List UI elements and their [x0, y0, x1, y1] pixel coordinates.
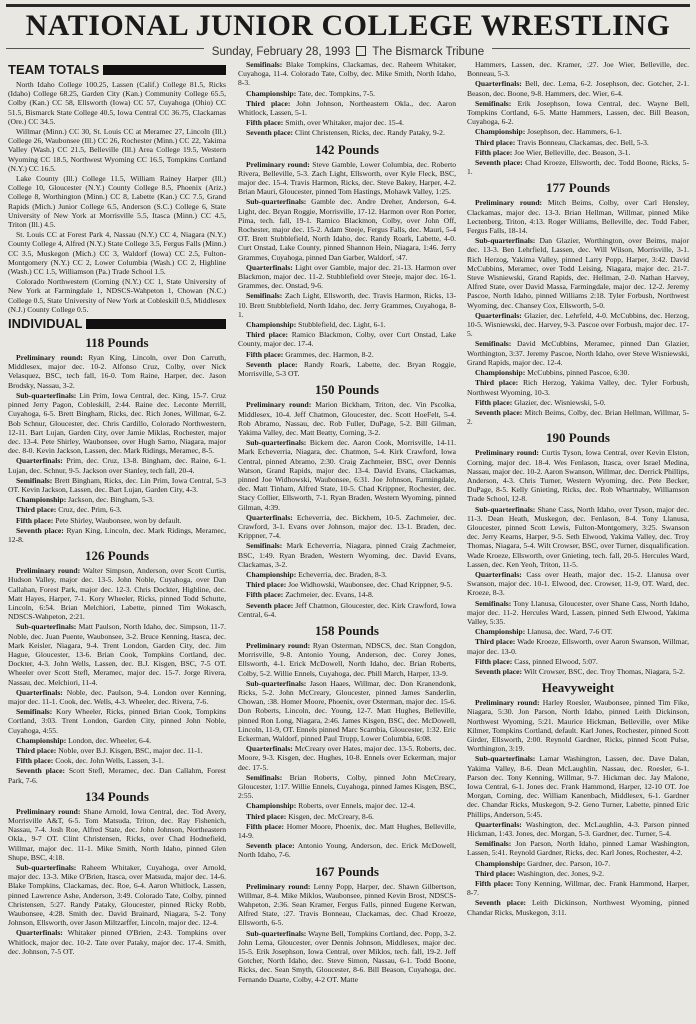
round-label: Quarterfinals: [475, 79, 522, 89]
result-paragraph [238, 744, 456, 772]
result-paragraph [467, 398, 689, 407]
round-label: Championship: [475, 127, 526, 137]
round-label: Sub-quarterfinals: [475, 236, 536, 246]
round-results: Washington, dec. Jones, 9-2. [517, 868, 604, 878]
round-label: Fifth place: [475, 397, 513, 407]
round-label: Seventh place: [475, 407, 523, 417]
result-paragraph [238, 541, 456, 569]
round-results: Jackson, dec. Bingham, 5-3. [68, 495, 154, 505]
round-results: Blake Tompkins, Clackamas, dec. Raheem Whitaker, Cuyahoga, 11-4. Colorado Tate, Colby, dec. Mike Smith, North Idaho, 8-3. [238, 60, 456, 88]
round-label: Seventh place: [475, 898, 527, 908]
round-results: Curtis Tyson, Iowa Central, over Kevin Elston, Corning, major dec. 18-4. Wes Fenlason, Itasca, over Israel Medina, Nassau, major dec. 10-2. Aaron Swanson, Willmar, dec. Derrick Phillips, Anderson, 4-3. Chris Turner, Western Wyoming, dec. Pete Becker, DuPage, 8-5. Kelly Gnieting, Ricks, dec. Rob Whartnaby, Williamson Trade School, 12-8. [467, 448, 689, 504]
round-results: Zach Light, Ellsworth, dec. Travis Harmon, Ricks, 13-10. Brett Stubblefield, North Idaho, dec. Jerry Grammes, Cuyahoga, 8-1. [238, 291, 456, 319]
round-label: Championship: [16, 735, 67, 745]
round-results: Brian Roberts, Colby, pinned John McCreary, Gloucester, 1:17. Willie Ennels, Cuyahoga, pinned James Kisgen, BSC, 2:55. [238, 772, 456, 801]
round-label: Third place: [246, 330, 289, 340]
result-paragraph [467, 657, 689, 666]
result-paragraph [8, 688, 226, 706]
round-label: Semifinals: [475, 98, 512, 108]
round-label: Preliminary round: [475, 198, 543, 208]
column-1 [8, 60, 226, 1020]
round-results: Noble, dec. Paulson, 9-4. London over Kenning, major dec. 11-1. Cook, dec. Wells, 4-3. Wheeler, dec. Rivera, 7-6. [8, 687, 226, 706]
result-paragraph [238, 822, 456, 840]
column-3 [467, 60, 689, 1020]
round-results: Harley Roesler, Waubonsee, pinned Tim Fike, Niagara, 5:30. Jon Parson, North Idaho, pinned Leith Dickinson, Northwest Wyoming, 5:21. Maurice Hickman, Belleville, over Mike Kilmer, Tompkins Cortland, default. Karl Jones, Rochester, pinned Scott Girder, Ellsworth, 2:00. Reynold Gardner, Ricks, pinned Scott Pulse, Worthington, 3:19. [467, 698, 689, 754]
result-paragraph [238, 320, 456, 329]
weight-class-heading: 158 Pounds [315, 622, 379, 638]
round-results: Prim, dec. Cruz, 13-8. Bingham, dec. Raine, 6-1. Lujan, dec. Schnur, 9-5. Jackson over Stanley, tech fall, 20-4. [8, 456, 226, 475]
result-paragraph [467, 158, 689, 176]
team-totals-paragraph: St. Louis CC at Forest Park 4, Nassau (N.Y.) CC 4, Niagara (N.Y.) County College 4, Alfred (N.Y.) State College 3.5, Fergus Falls (Minn.) CC 3.5, Muskegon (Mich.) CC 3, Waldorf (Iowa) CC 2.5, Fulton-Montgomery (N.Y.) CC 2, Lower Columbia (Wash.) CC 2, Highline (Wash.) CC 1.5, Williamson (Pa.) Trade School 1.5. [8, 230, 226, 277]
round-results: Mitch Beims, Colby, over Carl Hensley, Clackamas, major dec. 13-3. Brian Hellman, Willmar, pinned Mike Lectenberg, Triton, 4:13. Roger Williams, Belleville, dec. Todd Faber, Fergus Falls, 18-14. [467, 198, 689, 236]
round-label: Preliminary round: [246, 159, 310, 169]
individual-heading: INDIVIDUAL [8, 316, 83, 332]
result-paragraph [467, 368, 689, 377]
round-results: Cruz, dec. Prim, 6-3. [58, 505, 122, 515]
result-paragraph [467, 378, 689, 396]
round-results: Erik Josephson, Iowa Central, dec. Wayne Bell, Tompkins Cortland, 6-5. Matte Hammers, Lassen, dec. Bill Beason, Cuyahoga, 6-2. [467, 98, 689, 127]
weight-class-heading: 142 Pounds [315, 141, 379, 157]
result-paragraph [238, 773, 456, 801]
round-label: Fifth place: [16, 756, 54, 766]
round-label: Fifth place: [246, 821, 285, 831]
round-results: McCreary over Hates, major dec. 13-5. Roberts, dec. Moore, 9-3. Kisgen, dec. Hughes, 10-8. Ennels over Eckerman, major dec. 17-5. [238, 744, 456, 772]
round-results: Chad Kroeze, Ellsworth, dec. Todd Boone, Ricks, 5-1. [467, 158, 689, 177]
round-results: Marion Bickham, Triton, dec. Vin Pscolka, Middlesex, 10-4. Jeff Chatmon, Gloucester, dec. Scott HoeFelt, 5-4. Rob Abramo, Nassau, dec. Rob Fuller, DuPage, 5-2. Bill Gilman, Yakima Valley, dec. Matt Beatty, Corning, 3-2. [238, 400, 456, 437]
result-paragraph [238, 882, 456, 928]
round-results: Steve Gamble, Lower Columbia, dec. Roberto Rivera, Belleville, 5-3. Zach Light, Ellsworth, over Kyle Fleck, BSC, major dec. 15-4. Travis Harmon, Ricks, dec. Steve Bakey, Harper, 4-2. Brian Mauri, Gloucester, pinned Tom Hastings, Mohawk Valley, 1:25. [238, 159, 456, 197]
result-paragraph [238, 60, 456, 88]
result-paragraph [8, 807, 226, 862]
round-label: Semifinals: [246, 541, 283, 551]
team-totals-body [8, 80, 226, 314]
round-results: Tate, dec. Tompkins, 7-5. [298, 88, 376, 98]
result-paragraph [8, 526, 226, 544]
round-label: Seventh place: [16, 766, 65, 776]
result-paragraph [238, 99, 456, 117]
result-paragraph [467, 637, 689, 655]
heading-bar [86, 319, 226, 329]
round-results: Shane Arnold, Iowa Central, dec. Tod Avery, Morrisville A&T, 6-5. Tom Matsuda, Triton, dec. Ray Fishenich, Nassau, 7-4. Josh Roe, Alfred State, dec. John Johnson, Northeastern Okla., 9-7 OT. Clint Christensen, Ricks, over Chad Hodnefield, Willmar, major dec. 11-1. Mike Smith, North Idaho, pinned Glen Shupe, BSC, 4:18. [8, 806, 226, 862]
column-3-results [467, 180, 689, 916]
round-results: Cass over Heath, major dec. 15-2. Llanusa over Swanson, major dec. 10-1. Elwood, dec. Crowser, 11-9, OT. Ward, dec. Kroeze, 8-3. [467, 569, 689, 598]
round-results: Whitaker pinned O'Brien, 2:43. Tompkins over Whitlock, major dec. 10-2. Tate over Pataky, major dec. 17-4. Smith, dec. Johnson, 7-5 OT. [8, 928, 226, 956]
round-results: Dan Glazier, Worthington, over Beims, major dec. 13-3. Ben Lehrfield, Lassen, dec. Will Wilson, Morrisville, 3-1. Rich Herzog, Yakima Valley, pinned Larry Popp, Harper, 3:42. David McCubbins, Meramec, over Todd Leising, Niagara, major dec. 21-7. Steve Wisniewski, Grand Rapids, dec. Hellman, 2-0. Nathan Harvey, Alfred State, over David Massa, Farmingdale, major dec. 12-2. Jeremy Pascoe, North Idaho, pinned Williams 2:18. Tyler Forbush, Northwest Wyoming, dec. Chansey Cox, Ellsworth, 5-0. [467, 236, 689, 310]
dateline [204, 46, 492, 58]
round-label: Championship: [246, 801, 297, 811]
round-results: Ryan Osterman, NDSCS, dec. Stan Congdon, Morrisville, 9-8. Antonio Young, Anderson, dec. Corey Jones, Ellsworth, 4-1. Erick McDowell, North Idaho, dec. Brian Roberts, Colby, 5-2. Willie Ennels, Cuyahoga, dec. Phill March, Harper, 13-9. [238, 640, 456, 678]
round-results: Ryan King, Lincoln, over Don Carruth, Middlesex, major dec. 10-2. Alfonso Cruz, Colby, over Nick Velasquez, BSC, tech fall, 16-0. Tom Raine, Harper, dec. Jason Brodsky, Nassau, 3-2. [8, 353, 226, 390]
round-results: Scott Stefl, Meramec, dec. Dan Callahm, Forest Park, 7-6. [8, 766, 226, 785]
round-results: Ryan King, Lincoln, dec. Mark Ridings, Meramec, 12-8. [8, 525, 226, 544]
result-paragraph [238, 801, 456, 810]
result-paragraph [238, 841, 456, 859]
round-results: Zachmeier, dec. Evans, 14-8. [285, 590, 374, 600]
result-paragraph [8, 928, 226, 956]
round-label: Quarterfinals: [475, 819, 522, 829]
round-label: Preliminary round: [16, 566, 81, 576]
result-paragraph [238, 570, 456, 579]
result-paragraph [8, 566, 226, 621]
round-results: Tony Llanusa, Gloucester, over Shane Cass, North Idaho, major dec. 11-2. Hercules Ward, Lassen, pinned Seth Elwood, Yakima Valley, 5:35. [467, 598, 689, 626]
round-results: Joe Wier, Belleville, dec. Beason, 3-1. [514, 147, 631, 157]
result-paragraph [467, 754, 689, 818]
result-paragraph [8, 505, 226, 514]
result-paragraph [8, 476, 226, 494]
round-label: Semifinals: [475, 839, 512, 849]
round-label: Semifinals: [246, 60, 283, 69]
round-results: Echeverria, dec. Bickhem, 10-5. Zachmeier, dec. Crawford, 3-1. Evans over Johnson, major dec. 13-1. Braden, dec. Krippner, 7-4. [238, 512, 456, 541]
result-paragraph [467, 198, 689, 235]
weight-class-heading: 118 Pounds [85, 335, 149, 351]
round-label: Third place: [16, 505, 57, 515]
round-results: Randy Roark, Labette, dec. Bryan Roggie, Morrisville, 5-3 OT. [238, 359, 456, 379]
result-paragraph [8, 516, 226, 525]
round-results: Clint Christensen, Ricks, dec. Randy Pataky, 9-2. [294, 128, 445, 138]
round-label: Seventh place: [246, 841, 295, 851]
team-totals-paragraph: North Idaho College 100.25, Lassen (Calif.) College 81.5, Ricks (Idaho) College 68.25, Garden City (Kan.) Community College 65.5, Colby (Kan.) CC 58, Ellsworth (Iowa) CC 57, Cuyahoga (Ohio) CC 51.5, Bismarck State College 40.5, Iowa Central CC 36.75, Clackamas (Ore.) CC 34.5. [8, 80, 226, 126]
result-paragraph [467, 60, 689, 78]
team-totals-paragraph: Willmar (Minn.) CC 30, St. Louis CC at Meramec 27, Lincoln (Ill.) College 26, Waubonsee (Ill.) CC 26, Rochester (Minn.) CC 22, Yakima Valley (Wash.) CC 21.5, Belleville (Ill.) Area College 19.5, Western Wyoming CC 18.5, Northwest Wyoming CC 16.5, Tompkins Cortland (N.Y.) CC 16.5. [8, 127, 226, 173]
dateline-source: The Bismarck Tribune [372, 46, 485, 58]
round-results: Washington, dec. McLaughlin, 4-3. Parson pinned Hickman, 1:43. Jones, dec. Morgan, 5-3. Gardner, dec. Turner, 5-4. [467, 819, 689, 839]
round-results: Rich Herzog, Yakima Valley, dec. Tyler Forbush, Northwest Wyoming, 10-3. [467, 378, 689, 397]
round-label: Semifinals: [475, 339, 512, 349]
result-paragraph [467, 148, 689, 157]
round-results: Glazier, dec. Lehrfeld, 4-0. McCubbins, dec. Herzog, 10-5. Wisniewski, dec. Harvey, 9-3. Pascoe over Forbush, major dec. 17-5. [467, 310, 689, 339]
team-totals-heading: TEAM TOTALS [8, 62, 100, 77]
weight-class-heading: 177 Pounds [546, 180, 610, 196]
square-bullet-icon [356, 46, 366, 56]
result-paragraph [467, 869, 689, 878]
round-results: Wade Kroeze, Ellsworth, over Aaron Swanson, Willmar, major dec. 13-0. [467, 637, 689, 656]
round-results: Jeff Chatmon, Gloucester, dec. Kirk Crawford, Iowa Central, 6-4. [238, 600, 456, 619]
round-label: Preliminary round: [246, 400, 312, 410]
round-label: Quarterfinals: [246, 744, 293, 754]
result-paragraph [8, 622, 226, 686]
round-results: Kory Wheeler, Ricks, pinned Brian Cook, Tompkins Cortland, 3:03. Trent London, Garden City, pinned John Noble, Cuyahoga, 4:55. [8, 707, 226, 735]
round-label: Sub-quarterfinals: [16, 622, 77, 632]
round-results: Jon Parson, North Idaho, pinned Lamar Washington, Lassen, 5:41. Reynold Gardner, Ricks, dec. Karl Jones, Rochester, 4-2. [467, 839, 689, 858]
result-paragraph [238, 929, 456, 984]
weight-class-heading: 167 Pounds [315, 863, 379, 879]
round-results: Gardner, dec. Parson, 10-7. [527, 858, 611, 868]
result-paragraph [8, 766, 226, 784]
round-results: David McCubbins, Meramec, pinned Dan Glazier, Worthington, 3:37. Jeremy Pascoe, North Idaho, over Steve Wisniewski, Grand Rapids, major dec. 12-4. [467, 339, 689, 367]
result-paragraph [467, 627, 689, 636]
round-results: Echeverria, dec. Braden, 8-3. [298, 569, 387, 579]
round-results: Shane Cass, North Idaho, over Tyson, major dec. 11-3. Dean Heath, Muskegon, dec. Fenlason, 8-4. Tony Llanusa, Gloucester, pinned Scott Lewis, Fulton-Montgomery, 3:25. Swanson dec. Jerry Kearns, Harper, 9-5. Seth Elwood, Yakima Valley, dec. Troy Thomas, Niagara, 5-4. Wilt Crowser, BSC, over Turner, disqualification. Wade Kroeze, Ellsworth, over Gnieting, tech. fall, 20-5. Hercules Ward, Lassen, dec. Ken Yeoh, Triton, 11-5. [467, 504, 689, 569]
round-results: Pete Shirley, Waubonsee, won by default. [55, 515, 182, 525]
round-results: Tony Kenning, Willmar, dec. Frank Hammond, Harper, 8-7. [467, 879, 689, 898]
result-paragraph [467, 839, 689, 857]
round-label: Seventh place: [16, 525, 64, 535]
round-label: Preliminary round: [475, 448, 539, 458]
result-paragraph [238, 679, 456, 743]
result-paragraph [238, 330, 456, 348]
round-results: Light over Gamble, major dec. 21-13. Harmon over Blackmon, major dec. 11-2. Stubblefield over Steeje, major dec. 16-1. Grammes, dec. Onstad, 9-6. [238, 262, 456, 291]
round-label: Seventh place: [246, 359, 298, 369]
result-paragraph [467, 236, 689, 310]
dateline-bar [6, 42, 690, 56]
result-paragraph [8, 391, 226, 455]
result-paragraph [238, 601, 456, 619]
round-label: Sub-quarterfinals: [246, 678, 307, 688]
round-results: Brett Bingham, Ricks, dec. Lin Prim, Iowa Central, 5-3 OT. Kevin Jackson, Lassen, dec. Bart Lujan, Garden City, 4-3. [8, 475, 226, 494]
result-paragraph [467, 339, 689, 367]
round-label: Third place: [475, 137, 516, 147]
round-results: Smith, over Whitaker, major dec. 15-4. [285, 118, 404, 128]
result-paragraph [467, 820, 689, 838]
round-label: Third place: [246, 811, 287, 821]
heading-bar [103, 65, 226, 75]
round-label: Seventh place: [246, 128, 294, 138]
result-paragraph [238, 128, 456, 137]
round-label: Quarterfinals: [16, 928, 63, 938]
result-paragraph [467, 138, 689, 147]
round-results: Wilt Crowser, BSC, dec. Troy Thomas, Niagara, 5-2. [523, 666, 685, 676]
result-paragraph [467, 667, 689, 676]
round-results: Grammes, dec. Harmon, 8-2. [285, 349, 374, 359]
round-label: Quarterfinals: [16, 456, 63, 466]
round-results: John Johnson, Northeastern Okla., dec. Aaron Whitlock, Lassen, 5-1. [238, 98, 456, 118]
round-results: Noble, over B.J. Kisgen, BSC, major dec. 11-1. [58, 746, 203, 755]
round-label: Fifth place: [246, 590, 284, 600]
round-label: Third place: [475, 868, 516, 878]
round-label: Quarterfinals: [246, 512, 293, 522]
weight-class-heading: 126 Pounds [85, 548, 149, 564]
result-paragraph [238, 160, 456, 197]
result-paragraph [8, 756, 226, 765]
result-paragraph [238, 360, 456, 378]
weight-class-heading: 150 Pounds [315, 382, 379, 398]
column-1-results [8, 335, 226, 956]
result-paragraph [238, 400, 456, 437]
round-results: Matt Paulson, North Idaho, dec. Simpson, 11-7. Noble, dec. Juan Puente, Waubonsee, 3-2. Bruce Kenning, Itasca, dec. Mark Keisler, Niagara, 9-4. Trent London, Garden City, dec. Jim Hague, Gloucester, 13-6. Brian Cook, Tompkins Cortland, dec. Dockter, 4-3. John Wells, Lassen, dec. B.J. Kisgen, BSC, 7-5 OT. Wheeler over Scott Stefl, Meramec, major dec. 15-7. Jorge Rivera, Nassau, dec. Melchiori, 11-4. [8, 622, 226, 687]
result-paragraph [238, 438, 456, 512]
weight-class-heading: 190 Pounds [546, 430, 610, 446]
round-results: Wayne Bell, Tompkins Cortland, dec. Popp, 3-2. John Lema, Gloucester, over Dennis Johnson, Middlesex, major dec. 15-5. Erik Josephson, Iowa Central, over Miklos, tech. fall, 19-2. Jeff Gotcher, North Idaho, dec. Steve Simon, Nassau, 6-1. Todd Boone, Ricks, dec. Sean Smyth, Gloucester, 8-6. Bill Beason, Cuyahoga, dec. Fernando Duarte, Colby, 4-2 OT. Matte [238, 928, 456, 984]
round-label: Seventh place: [246, 600, 294, 610]
round-results: Lenny Popp, Harper, dec. Shawn Gilbertson, Willmar, 8-4. Mike Miklos, Waubonsee, pinned Kevin Brost, NDSCS-Wahpeton, 2:36. Sean Kramer, Fergus Falls, pinned Eugene Kerwan, Alfred State, :27. Travis Bonneau, Clackamas, dec. Chad Kroeze, Ellsworth, 6-5. [238, 881, 456, 928]
result-paragraph [467, 127, 689, 136]
round-label: Fifth place: [475, 879, 514, 889]
round-label: Quarterfinals: [246, 262, 293, 272]
round-label: Third place: [475, 378, 519, 388]
round-results: Homer Moore, Phoenix, dec. Matt Hughes, Belleville, 14-9. [238, 821, 456, 841]
weight-class-heading: 134 Pounds [85, 788, 149, 804]
round-label: Fifth place: [246, 118, 284, 128]
result-paragraph [467, 698, 689, 753]
round-label: Semifinals: [246, 291, 283, 301]
round-label: Semifinals: [16, 707, 53, 717]
round-results: McCubbins, pinned Pascoe, 6:30. [527, 368, 630, 378]
result-paragraph [467, 505, 689, 569]
round-label: Championship: [16, 495, 67, 505]
result-paragraph [8, 495, 226, 504]
round-results: Kisgen, dec. McCreary, 8-6. [288, 811, 374, 821]
result-paragraph [238, 263, 456, 291]
round-label: Sub-quarterfinals: [246, 438, 307, 448]
round-results: Cass, pinned Elwood, 5:07. [514, 656, 598, 666]
round-label: Sub-quarterfinals: [16, 390, 77, 400]
team-totals-paragraph: Lake County (Ill.) College 11.5, William Rainey Harper (Ill.) College 10, Gloucester (N.Y.) County College 8.5, Phoenix (Ariz.) College 8, Worthington (Minn.) CC 8, Labette (Kan.) CC 7.5, Grand Rapids (Mich.) Junior College 6.5, Anderson (S.C.) College 6, State University of New York at Morrisville 5.5, Itasca (Minn.) CC 4.5, Triton (Ill.) 4.5. [8, 174, 226, 230]
round-label: Fifth place: [16, 515, 54, 525]
result-paragraph [8, 863, 226, 927]
column-2-continued [238, 60, 456, 138]
round-label: Semifinals: [16, 475, 53, 485]
round-label: Championship: [475, 368, 526, 378]
round-results: Mitch Beims, Colby, dec. Brian Hellman, Willmar, 5-2. [467, 407, 689, 427]
result-paragraph [467, 599, 689, 627]
round-results: Walter Simpson, Anderson, over Scott Curtis, Hudson Valley, major dec. 13-5. John Noble, Cuyahoga, over Dan Callahan, Forest Park, major dec. 12-3. Chris Dockter, Highline, dec. Matt Hayes, Harper, 7-1. Kory Wheeler, Ricks, pinned Todd Schutte, Lincoln, 6:54. Brian Melchiori, Labette, pinned Tim Wokasch, NDSCS-Wahpeton, 2:21. [8, 566, 226, 622]
round-label: Championship: [246, 569, 297, 579]
round-results: Ramico Blackmon, Colby, over Curt Onstad, Lake County, major dec. 17-4. [238, 330, 456, 349]
round-results: Antonio Young, Anderson, dec. Erick McDowell, North Idaho, 7-6. [238, 841, 456, 860]
page-title: NATIONAL JUNIOR COLLEGE WRESTLING [25, 9, 671, 42]
round-results: Mark Echeverria, Niagara, pinned Craig Zachmeier, BSC, 1:49. Ryan Braden, Western Wyoming, dec. David Evans, Clackamas, 3-2. [238, 541, 456, 569]
column-2 [238, 60, 456, 1020]
round-label: Sub-quarterfinals: [246, 197, 307, 207]
masthead [0, 0, 696, 58]
result-paragraph [238, 89, 456, 98]
result-paragraph [467, 79, 689, 97]
result-paragraph [238, 118, 456, 127]
round-label: Championship: [246, 320, 297, 330]
round-label: Preliminary round: [16, 353, 83, 363]
round-results: Raheem Whitaker, Cuyahoga, over Arnold, major dec. 13-3. Mike O'Brien, Itasca, over Matsuda, major dec. 14-6. Blake Tompkins, Clackamas, dec. Roe, 6-4. Aaron Whitlock, Lassen, pinned Lawrence Ashe, Anderson, 3:49. Colorado Tate, Colby, pinned Christensen, 5:27. Randy Pataky, Gloucester, pinned Ricky Robb, Waubonsee, 4:28. Smith dec. David Brainard, Niagara, 5-2. Tony Johnson, Ellsworth, over Jason Miltzarffer, Lincoln, major dec. 12-4. [8, 863, 226, 928]
round-label: Sub-quarterfinals: [475, 504, 536, 514]
result-paragraph [8, 736, 226, 745]
round-label: Preliminary round: [246, 881, 311, 891]
result-paragraph [8, 353, 226, 390]
round-label: Seventh place: [475, 158, 523, 168]
round-label: Fifth place: [246, 349, 284, 359]
round-label: Preliminary round: [16, 806, 81, 816]
result-paragraph [467, 570, 689, 598]
round-results: Stubblefield, dec. Light, 6-1. [298, 320, 386, 330]
round-label: Fifth place: [475, 147, 513, 157]
round-label: Quarterfinals: [475, 569, 522, 579]
dateline-date: Sunday, February 28, 1993 [211, 46, 351, 58]
round-label: Quarterfinals: [16, 687, 63, 697]
result-paragraph [238, 291, 456, 319]
round-label: Preliminary round: [246, 640, 311, 650]
round-results: Travis Bonneau, Clackamas, dec. Bell, 5-3. [517, 137, 649, 147]
team-totals-header [8, 62, 226, 77]
round-label: Championship: [246, 88, 297, 98]
result-paragraph [467, 311, 689, 339]
round-results: Lin Prim, Iowa Central, dec. King, 15-7. Cruz pinned Jerry Pagon, Cobleskill, 2:44. Raine dec. Leconte Merrill, Cuyahoga, 6-5. Brett Bingham, Ricks, dec. Rich Jones, Willmar, 6-2. Bob Schnur, Gloucester, dec. Chris Cardillo, Colorado Northwestern, 12-11. Bart Lujan, Garden City, over Jamie Miklas, Rochester, major dec. 13-4. Pete Shirley, Waubonsee, over Hugh Sarno, Niagara, major dec. 8-0. Kevin Jackson, Lassen, dec. Mark Ridings, Meramec, 8-5. [8, 390, 226, 456]
round-results: Leith Dickinson, Northwest Wyoming, pinned Chandar Ricks, Muskegon, 3:11. [467, 898, 689, 917]
round-results: Lamar Washington, Lassen, dec. Dave Dalan, Yakima Valley, 8-6. Dean McLaughlin, Nassau, dec. Roesler, 6-1. Parson dec. Tony Kenning, Willmar, 9-7. Hickman dec. Jay Malone, Iowa Central, 6-1. Jones dec. Frank Hammond, Harper, 12-10 OT. Joe Morgan, Corning, dec. William Kanenbach, Middlesex, 6-1. Gardner dec. Chandar Ricks, Muskegon, 9-2. Geno Turner, Labette, pinned Eric Phillips, Anderson, 5:45. [467, 754, 689, 819]
result-paragraph [467, 859, 689, 868]
result-paragraph [238, 812, 456, 821]
round-results: Llanusa, dec. Ward, 7-6 OT. [527, 627, 613, 637]
round-results: Jason Haaes, Willmar, dec. Don Kranendonk, Ricks, 5-2. John McCreary, Gloucester, pinned James Sanderlin, Chowan, :38. Homer Moore, Phoenix, over Osterman, major dec. 15-6. Don Roberts, Lincoln, dec. Young, 12-7. Matt Hughes, Belleville, pinned Ron Long, Niagara, 2:46. James Kisgen, BSC, dec. McDowell, Lincoln, 11-9, OT. Ennels pinned Marc Scambia, Gloucester, 1:32. Eric Eckerman, Waldorf, pinned Paul Trupp, Lower Columbia, 6:08. [238, 678, 456, 743]
result-paragraph [238, 350, 456, 359]
round-label: Third place: [246, 98, 291, 108]
round-results: Cook, dec. John Wells, Lassen, 3-1. [55, 756, 164, 766]
result-paragraph [238, 590, 456, 599]
result-paragraph [467, 99, 689, 127]
result-paragraph [238, 641, 456, 678]
individual-header [8, 316, 226, 331]
round-results: London, dec. Wheeler, 6-4. [68, 735, 151, 745]
top-rule [6, 4, 690, 7]
round-label: Seventh place: [475, 666, 523, 676]
round-results: Josephson, dec. Hammers, 6-1. [527, 127, 622, 137]
round-results: Glazier, dec. Wisniewski, 5-0. [514, 397, 606, 407]
column-2-results [238, 142, 456, 984]
result-paragraph [467, 898, 689, 916]
round-label: Third place: [16, 746, 57, 755]
result-paragraph [467, 448, 689, 503]
round-label: Championship: [475, 858, 526, 868]
weight-class-heading: Heavyweight [541, 680, 615, 696]
round-label: Sub-quarterfinals: [16, 863, 77, 873]
round-results: Bell, dec. Lema, 6-2. Josephson, dec. Gotcher, 2-1. Beason, dec. Boone, 9-8. Hammers, dec. Wier, 6-4. [467, 79, 689, 98]
round-results: Hammers, Lassen, dec. Kramer, :27. Joe Wier, Belleville, dec. Bonneau, 5-3. [467, 60, 689, 79]
round-label: Championship: [475, 627, 526, 637]
round-results: Roberts, over Ennels, major dec. 12-4. [298, 801, 416, 811]
result-paragraph [467, 879, 689, 897]
team-totals-paragraph: Colorado Northwestern (Corning (N.Y.) CC 1, State University of New York at Farmingdale 1, NDSCS-Wahpeton 1, Chowan (N.C.) College 0.5, State University of New York at Cobleskill 0.5, Middlesex (N.J.) County College 0.5. [8, 277, 226, 314]
round-label: Fifth place: [475, 656, 513, 666]
round-results: Joe Widhowski, Waubonsee, dec. Chad Krippner, 9-5. [288, 580, 453, 590]
round-label: Semifinals: [246, 772, 283, 782]
result-paragraph [467, 408, 689, 426]
result-paragraph [238, 197, 456, 261]
round-label: Sub-quarterfinals: [246, 928, 307, 938]
round-results: Bickem dec. Aaron Cook, Morrisville, 14-11. Mark Echeverria, Niagara, dec. Chatmon, 5-4. Kirk Crawford, Iowa Central, pinned Abramo, 2:30. Craig Zachmeier, BSC, over Dennis Watson, Grand Rapids, major dec. 13-4. David Evans, Clackamas, pinned Joe Widhowski, Waubonsee, 6:31. Joe Johnson, Farmingdale, dec. Matt Tinham, Alfred State, 10-5. Chad Krippner, Rochester, dec. Stacy Collier, Ellsworth, 7-1. Ryan Braden, Western Wyoming, pinned Gilman, 4:39. [238, 438, 456, 512]
result-paragraph [238, 580, 456, 589]
round-label: Semifinals: [475, 598, 512, 608]
round-label: Quarterfinals: [475, 310, 522, 320]
round-results: Gamble dec. Andre Dreher, Anderson, 6-4. Light, dec. Bryan Roggie, Morrisville, 17-12. Harmon over Ron Porter, Pima, tech. fall, 19-1. Ramico Blackmon, Colby, over John Off, Rochester, major dec. 15-2. Adam Steeje, Fergus Falls, dec. Mauri, 5-4 OT. Brett Stubblefield, North Idaho, dec. Randy Roark, Labette, 4-0. Curt Onstad, Lake County, pinned Shannon Hein, Niagara, 1:46. Jerry Grammes, Cuyahoga, pinned Dan Garber, Waldorf, :47. [238, 197, 456, 262]
column-3-continued [467, 60, 689, 176]
result-paragraph [8, 746, 226, 755]
round-label: Third place: [246, 580, 287, 590]
round-label: Preliminary round: [475, 698, 540, 708]
result-paragraph [8, 707, 226, 735]
result-paragraph [8, 456, 226, 474]
round-label: Sub-quarterfinals: [475, 754, 536, 764]
round-label: Third place: [475, 637, 516, 647]
result-paragraph [238, 513, 456, 541]
